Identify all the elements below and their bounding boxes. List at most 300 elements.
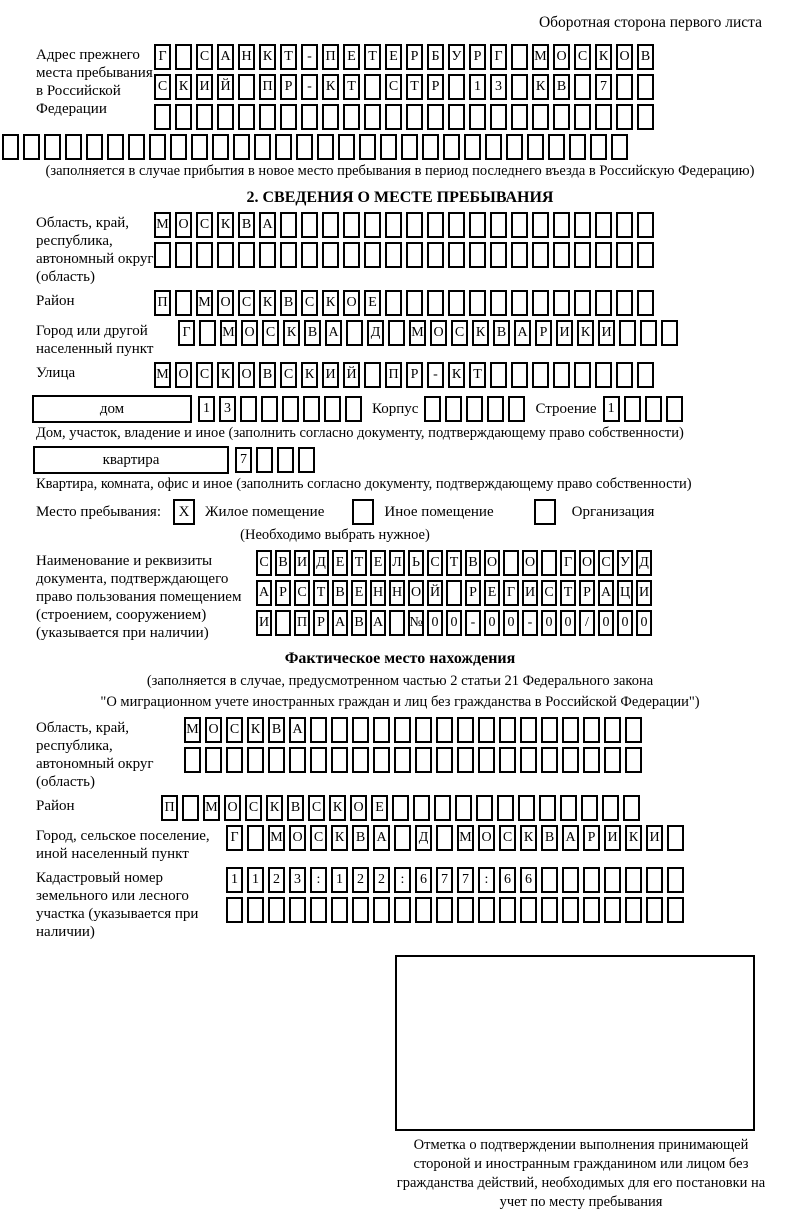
char-cell[interactable]: Т	[560, 580, 576, 606]
char-cell[interactable]	[581, 795, 598, 821]
char-cell[interactable]	[646, 867, 663, 893]
char-cell[interactable]	[301, 104, 318, 130]
char-cell[interactable]: М	[203, 795, 220, 821]
char-cell[interactable]	[392, 795, 409, 821]
char-cell[interactable]: П	[385, 362, 402, 388]
char-cell[interactable]: 6	[415, 867, 432, 893]
char-cell[interactable]: И	[646, 825, 663, 851]
char-cell[interactable]: О	[224, 795, 241, 821]
char-cell[interactable]: 3	[219, 396, 236, 422]
char-cell[interactable]: П	[259, 74, 276, 100]
char-cell[interactable]	[322, 104, 339, 130]
char-cell[interactable]: В	[268, 717, 285, 743]
char-cell[interactable]: Е	[371, 795, 388, 821]
char-cell[interactable]: 2	[268, 867, 285, 893]
char-cell[interactable]	[238, 104, 255, 130]
char-cell[interactable]	[469, 242, 486, 268]
char-cell[interactable]	[574, 242, 591, 268]
char-cell[interactable]: С	[598, 550, 614, 576]
checkbox-other-premises[interactable]	[352, 499, 374, 525]
char-cell[interactable]: И	[598, 320, 615, 346]
char-cell[interactable]	[275, 610, 291, 636]
char-cell[interactable]	[310, 747, 327, 773]
char-cell[interactable]	[359, 134, 376, 160]
char-cell[interactable]	[182, 795, 199, 821]
char-cell[interactable]	[86, 134, 103, 160]
char-cell[interactable]	[23, 134, 40, 160]
char-cell[interactable]: К	[217, 362, 234, 388]
char-cell[interactable]	[352, 717, 369, 743]
char-cell[interactable]	[623, 795, 640, 821]
char-cell[interactable]	[385, 212, 402, 238]
char-cell[interactable]: У	[448, 44, 465, 70]
char-cell[interactable]	[520, 747, 537, 773]
char-cell[interactable]	[511, 212, 528, 238]
char-cell[interactable]	[394, 747, 411, 773]
char-cell[interactable]: А	[562, 825, 579, 851]
char-cell[interactable]	[583, 867, 600, 893]
char-cell[interactable]	[541, 747, 558, 773]
char-cell[interactable]	[604, 897, 621, 923]
char-cell[interactable]	[301, 242, 318, 268]
char-cell[interactable]: У	[617, 550, 633, 576]
char-cell[interactable]: И	[256, 610, 272, 636]
char-cell[interactable]	[280, 242, 297, 268]
char-cell[interactable]: Н	[370, 580, 386, 606]
char-cell[interactable]: К	[329, 795, 346, 821]
char-cell[interactable]	[247, 825, 264, 851]
char-cell[interactable]	[343, 104, 360, 130]
char-cell[interactable]: С	[154, 74, 171, 100]
char-cell[interactable]: 0	[503, 610, 519, 636]
char-cell[interactable]	[346, 320, 363, 346]
char-cell[interactable]: №	[408, 610, 424, 636]
char-cell[interactable]	[574, 362, 591, 388]
char-cell[interactable]: Г	[560, 550, 576, 576]
char-cell[interactable]	[352, 897, 369, 923]
char-cell[interactable]	[445, 396, 462, 422]
char-cell[interactable]	[343, 212, 360, 238]
char-cell[interactable]: О	[289, 825, 306, 851]
char-cell[interactable]	[436, 825, 453, 851]
char-cell[interactable]: С	[196, 44, 213, 70]
char-cell[interactable]: В	[541, 825, 558, 851]
char-cell[interactable]	[595, 242, 612, 268]
char-cell[interactable]: П	[294, 610, 310, 636]
char-cell[interactable]: /	[579, 610, 595, 636]
char-cell[interactable]	[503, 550, 519, 576]
char-cell[interactable]: С	[541, 580, 557, 606]
char-cell[interactable]	[602, 795, 619, 821]
char-cell[interactable]	[331, 717, 348, 743]
char-cell[interactable]	[406, 212, 423, 238]
char-cell[interactable]	[217, 104, 234, 130]
char-cell[interactable]	[448, 290, 465, 316]
char-cell[interactable]: В	[351, 610, 367, 636]
char-cell[interactable]	[637, 212, 654, 238]
char-cell[interactable]	[427, 242, 444, 268]
char-cell[interactable]	[574, 290, 591, 316]
char-cell[interactable]	[616, 242, 633, 268]
char-cell[interactable]: М	[196, 290, 213, 316]
char-cell[interactable]	[646, 897, 663, 923]
char-cell[interactable]	[469, 104, 486, 130]
char-cell[interactable]	[310, 717, 327, 743]
char-cell[interactable]: А	[256, 580, 272, 606]
char-cell[interactable]	[667, 897, 684, 923]
char-cell[interactable]	[616, 212, 633, 238]
char-cell[interactable]	[65, 134, 82, 160]
char-cell[interactable]	[532, 362, 549, 388]
checkbox-organization[interactable]	[534, 499, 556, 525]
char-cell[interactable]	[518, 795, 535, 821]
char-cell[interactable]: Б	[427, 44, 444, 70]
char-cell[interactable]: Е	[343, 44, 360, 70]
char-cell[interactable]: Д	[415, 825, 432, 851]
char-cell[interactable]: Р	[465, 580, 481, 606]
char-cell[interactable]: О	[579, 550, 595, 576]
char-cell[interactable]	[322, 242, 339, 268]
char-cell[interactable]: И	[322, 362, 339, 388]
char-cell[interactable]: 0	[484, 610, 500, 636]
char-cell[interactable]	[406, 104, 423, 130]
char-cell[interactable]	[364, 242, 381, 268]
char-cell[interactable]	[616, 362, 633, 388]
char-cell[interactable]	[226, 897, 243, 923]
char-cell[interactable]	[296, 134, 313, 160]
char-cell[interactable]	[422, 134, 439, 160]
char-cell[interactable]	[303, 396, 320, 422]
char-cell[interactable]: В	[259, 362, 276, 388]
char-cell[interactable]	[254, 134, 271, 160]
char-cell[interactable]: М	[154, 362, 171, 388]
char-cell[interactable]: И	[294, 550, 310, 576]
char-cell[interactable]: 3	[490, 74, 507, 100]
char-cell[interactable]	[448, 242, 465, 268]
char-cell[interactable]: В	[637, 44, 654, 70]
char-cell[interactable]	[487, 396, 504, 422]
char-cell[interactable]: А	[217, 44, 234, 70]
char-cell[interactable]: :	[478, 867, 495, 893]
char-cell[interactable]	[539, 795, 556, 821]
char-cell[interactable]: О	[430, 320, 447, 346]
char-cell[interactable]: 0	[427, 610, 443, 636]
char-cell[interactable]: Р	[427, 74, 444, 100]
char-cell[interactable]	[583, 747, 600, 773]
char-cell[interactable]	[604, 867, 621, 893]
char-cell[interactable]	[574, 74, 591, 100]
char-cell[interactable]: А	[598, 580, 614, 606]
char-cell[interactable]: Е	[332, 550, 348, 576]
char-cell[interactable]	[511, 362, 528, 388]
char-cell[interactable]: В	[275, 550, 291, 576]
char-cell[interactable]	[268, 747, 285, 773]
char-cell[interactable]: К	[577, 320, 594, 346]
char-cell[interactable]	[240, 396, 257, 422]
char-cell[interactable]: О	[175, 212, 192, 238]
char-cell[interactable]: К	[520, 825, 537, 851]
char-cell[interactable]	[511, 290, 528, 316]
char-cell[interactable]: С	[451, 320, 468, 346]
char-cell[interactable]: О	[343, 290, 360, 316]
char-cell[interactable]	[667, 867, 684, 893]
char-cell[interactable]	[199, 320, 216, 346]
char-cell[interactable]: Е	[370, 550, 386, 576]
char-cell[interactable]: А	[259, 212, 276, 238]
char-cell[interactable]	[154, 104, 171, 130]
char-cell[interactable]	[478, 747, 495, 773]
char-cell[interactable]	[611, 134, 628, 160]
char-cell[interactable]	[490, 290, 507, 316]
char-cell[interactable]: Е	[351, 580, 367, 606]
char-cell[interactable]: С	[499, 825, 516, 851]
char-cell[interactable]	[443, 134, 460, 160]
char-cell[interactable]	[427, 212, 444, 238]
char-cell[interactable]: 0	[636, 610, 652, 636]
char-cell[interactable]: Т	[469, 362, 486, 388]
char-cell[interactable]	[385, 104, 402, 130]
char-cell[interactable]	[289, 747, 306, 773]
char-cell[interactable]: П	[322, 44, 339, 70]
char-cell[interactable]	[388, 320, 405, 346]
char-cell[interactable]	[107, 134, 124, 160]
char-cell[interactable]: И	[522, 580, 538, 606]
char-cell[interactable]: К	[259, 44, 276, 70]
char-cell[interactable]	[548, 134, 565, 160]
char-cell[interactable]	[345, 396, 362, 422]
char-cell[interactable]: Р	[579, 580, 595, 606]
char-cell[interactable]	[205, 747, 222, 773]
char-cell[interactable]: Й	[343, 362, 360, 388]
char-cell[interactable]: И	[604, 825, 621, 851]
char-cell[interactable]	[256, 447, 273, 473]
char-cell[interactable]: Т	[406, 74, 423, 100]
char-cell[interactable]	[394, 825, 411, 851]
char-cell[interactable]: 0	[541, 610, 557, 636]
char-cell[interactable]	[490, 104, 507, 130]
char-cell[interactable]: К	[331, 825, 348, 851]
char-cell[interactable]	[562, 717, 579, 743]
char-cell[interactable]: Г	[226, 825, 243, 851]
char-cell[interactable]: О	[522, 550, 538, 576]
char-cell[interactable]	[553, 290, 570, 316]
char-cell[interactable]: :	[310, 867, 327, 893]
char-cell[interactable]: В	[553, 74, 570, 100]
char-cell[interactable]: Р	[535, 320, 552, 346]
char-cell[interactable]: С	[262, 320, 279, 346]
char-cell[interactable]: Л	[389, 550, 405, 576]
char-cell[interactable]	[415, 747, 432, 773]
char-cell[interactable]	[2, 134, 19, 160]
char-cell[interactable]: 6	[499, 867, 516, 893]
char-cell[interactable]	[322, 212, 339, 238]
char-cell[interactable]	[338, 134, 355, 160]
char-cell[interactable]: А	[373, 825, 390, 851]
char-cell[interactable]: С	[294, 580, 310, 606]
char-cell[interactable]	[616, 290, 633, 316]
char-cell[interactable]	[401, 134, 418, 160]
char-cell[interactable]	[212, 134, 229, 160]
char-cell[interactable]: О	[241, 320, 258, 346]
char-cell[interactable]	[259, 242, 276, 268]
char-cell[interactable]: А	[289, 717, 306, 743]
char-cell[interactable]: Т	[280, 44, 297, 70]
char-cell[interactable]: С	[301, 290, 318, 316]
char-cell[interactable]: А	[514, 320, 531, 346]
char-cell[interactable]: О	[616, 44, 633, 70]
char-cell[interactable]	[331, 747, 348, 773]
char-cell[interactable]: Е	[385, 44, 402, 70]
char-cell[interactable]: -	[465, 610, 481, 636]
char-cell[interactable]: -	[301, 74, 318, 100]
char-cell[interactable]: М	[220, 320, 237, 346]
char-cell[interactable]: М	[409, 320, 426, 346]
char-cell[interactable]: С	[196, 362, 213, 388]
char-cell[interactable]: Т	[364, 44, 381, 70]
char-cell[interactable]: Е	[484, 580, 500, 606]
char-cell[interactable]: М	[154, 212, 171, 238]
char-cell[interactable]	[645, 396, 662, 422]
char-cell[interactable]	[625, 717, 642, 743]
char-cell[interactable]	[380, 134, 397, 160]
char-cell[interactable]	[175, 104, 192, 130]
char-cell[interactable]	[217, 242, 234, 268]
char-cell[interactable]: М	[532, 44, 549, 70]
char-cell[interactable]	[637, 242, 654, 268]
char-cell[interactable]: 3	[289, 867, 306, 893]
char-cell[interactable]: О	[408, 580, 424, 606]
char-cell[interactable]	[170, 134, 187, 160]
char-cell[interactable]	[343, 242, 360, 268]
char-cell[interactable]: С	[245, 795, 262, 821]
char-cell[interactable]	[226, 747, 243, 773]
char-cell[interactable]	[268, 897, 285, 923]
char-cell[interactable]: Р	[280, 74, 297, 100]
char-cell[interactable]: Р	[469, 44, 486, 70]
char-cell[interactable]	[553, 212, 570, 238]
char-cell[interactable]: К	[322, 74, 339, 100]
char-cell[interactable]	[511, 74, 528, 100]
char-cell[interactable]: Г	[154, 44, 171, 70]
char-cell[interactable]	[562, 747, 579, 773]
char-cell[interactable]	[464, 134, 481, 160]
char-cell[interactable]	[625, 747, 642, 773]
char-cell[interactable]	[499, 747, 516, 773]
char-cell[interactable]	[562, 897, 579, 923]
char-cell[interactable]: А	[370, 610, 386, 636]
char-cell[interactable]	[560, 795, 577, 821]
char-cell[interactable]: Н	[238, 44, 255, 70]
char-cell[interactable]	[499, 717, 516, 743]
char-cell[interactable]	[569, 134, 586, 160]
char-cell[interactable]: К	[259, 290, 276, 316]
char-cell[interactable]	[436, 897, 453, 923]
char-cell[interactable]	[490, 242, 507, 268]
char-cell[interactable]	[640, 320, 657, 346]
char-cell[interactable]: Е	[364, 290, 381, 316]
char-cell[interactable]	[616, 104, 633, 130]
char-cell[interactable]: Г	[503, 580, 519, 606]
char-cell[interactable]	[282, 396, 299, 422]
char-cell[interactable]	[280, 104, 297, 130]
char-cell[interactable]	[485, 134, 502, 160]
char-cell[interactable]	[448, 74, 465, 100]
char-cell[interactable]	[301, 212, 318, 238]
char-cell[interactable]	[457, 717, 474, 743]
char-cell[interactable]	[478, 897, 495, 923]
char-cell[interactable]: К	[595, 44, 612, 70]
checkbox-residential[interactable]: X	[173, 499, 195, 525]
char-cell[interactable]	[457, 747, 474, 773]
char-cell[interactable]	[317, 134, 334, 160]
char-cell[interactable]: Д	[367, 320, 384, 346]
char-cell[interactable]: 1	[469, 74, 486, 100]
char-cell[interactable]: К	[217, 212, 234, 238]
char-cell[interactable]: 0	[598, 610, 614, 636]
char-cell[interactable]	[604, 717, 621, 743]
char-cell[interactable]	[298, 447, 315, 473]
char-cell[interactable]	[364, 212, 381, 238]
char-cell[interactable]	[446, 580, 462, 606]
char-cell[interactable]	[553, 362, 570, 388]
char-cell[interactable]	[175, 242, 192, 268]
char-cell[interactable]	[619, 320, 636, 346]
char-cell[interactable]: П	[161, 795, 178, 821]
char-cell[interactable]	[667, 825, 684, 851]
char-cell[interactable]	[191, 134, 208, 160]
char-cell[interactable]: И	[196, 74, 213, 100]
char-cell[interactable]: С	[574, 44, 591, 70]
char-cell[interactable]	[436, 717, 453, 743]
char-cell[interactable]: -	[427, 362, 444, 388]
char-cell[interactable]	[154, 242, 171, 268]
char-cell[interactable]	[175, 290, 192, 316]
char-cell[interactable]	[394, 717, 411, 743]
char-cell[interactable]: -	[522, 610, 538, 636]
char-cell[interactable]	[541, 550, 557, 576]
char-cell[interactable]: О	[478, 825, 495, 851]
char-cell[interactable]: С	[310, 825, 327, 851]
char-cell[interactable]: :	[394, 867, 411, 893]
char-cell[interactable]: С	[238, 290, 255, 316]
char-cell[interactable]	[331, 897, 348, 923]
char-cell[interactable]	[259, 104, 276, 130]
char-cell[interactable]	[149, 134, 166, 160]
char-cell[interactable]: 6	[520, 867, 537, 893]
char-cell[interactable]: 2	[373, 867, 390, 893]
char-cell[interactable]: 1	[603, 396, 620, 422]
char-cell[interactable]	[527, 134, 544, 160]
char-cell[interactable]	[448, 104, 465, 130]
char-cell[interactable]: Й	[217, 74, 234, 100]
char-cell[interactable]: К	[283, 320, 300, 346]
char-cell[interactable]: 1	[198, 396, 215, 422]
char-cell[interactable]	[364, 104, 381, 130]
char-cell[interactable]: С	[385, 74, 402, 100]
char-cell[interactable]	[247, 747, 264, 773]
char-cell[interactable]	[490, 362, 507, 388]
char-cell[interactable]: Т	[343, 74, 360, 100]
char-cell[interactable]	[352, 747, 369, 773]
char-cell[interactable]: 1	[247, 867, 264, 893]
char-cell[interactable]	[553, 104, 570, 130]
char-cell[interactable]: 0	[560, 610, 576, 636]
char-cell[interactable]: К	[472, 320, 489, 346]
char-cell[interactable]	[604, 747, 621, 773]
char-cell[interactable]	[574, 212, 591, 238]
char-cell[interactable]: 0	[446, 610, 462, 636]
char-cell[interactable]	[637, 74, 654, 100]
